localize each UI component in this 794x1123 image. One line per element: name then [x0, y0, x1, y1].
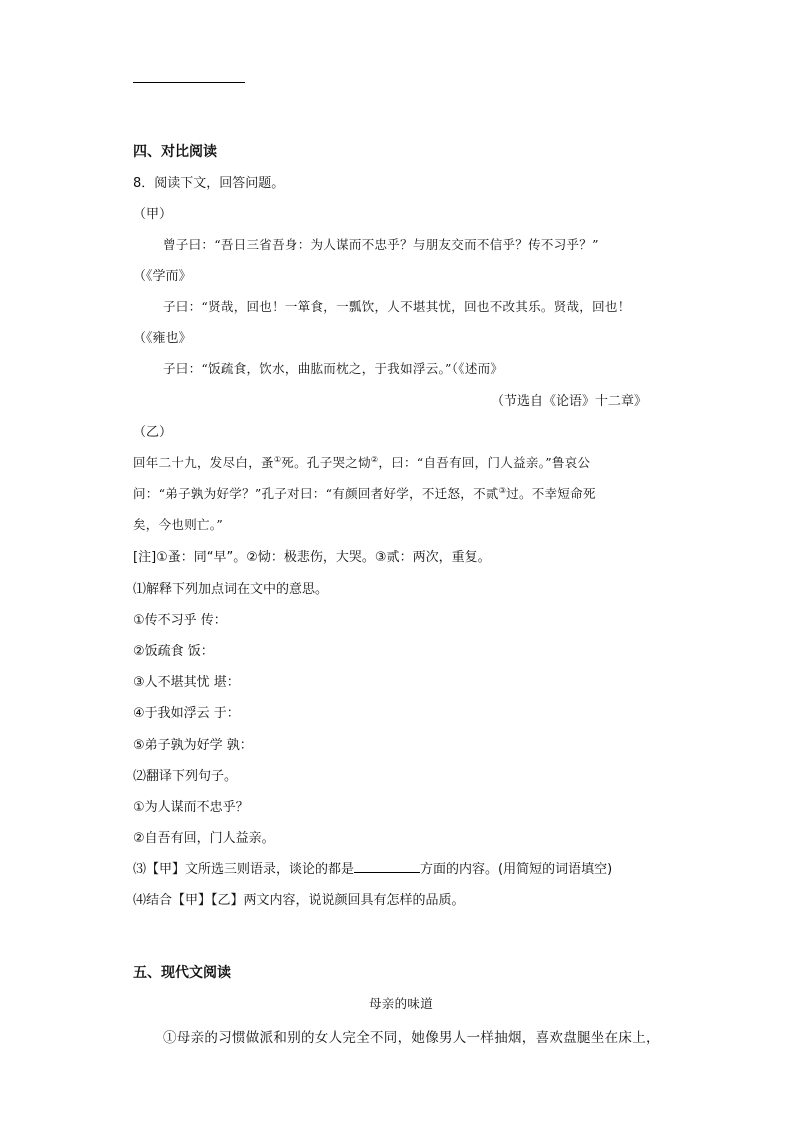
quote-xueer: 曾子曰：“吾日三省吾身：为人谋而不忠乎？与朋友交而不信乎？传不习乎？” [163, 237, 599, 252]
q1-item: ②饭疏食 饭： [133, 644, 214, 659]
yi-line-1: 回年二十九，发尽白，蚤①死。孔子哭之恸②，曰：“自吾有回，门人益亲。”鲁哀公 [133, 454, 591, 470]
quote-shuer: 子曰：“饭疏食，饮水，曲肱而枕之，于我如浮云。”（《述而》 [163, 361, 504, 376]
notes: [注]①蚤：同“早”。②恸：极悲伤，大哭。③贰：两次，重复。 [133, 550, 491, 565]
answer-line [133, 82, 245, 83]
article-title: 母亲的味道 [369, 996, 434, 1011]
quote-xueer-source: （《学而》 [133, 269, 192, 284]
quote-yongye: 子曰：“贤哉，回也！一箪食，一瓢饮，人不堪其忧，回也不改其乐。贤哉，回也！ [163, 299, 631, 314]
q1-item: ③人不堪其忧 堪： [133, 675, 240, 690]
jia-label: （甲） [133, 207, 173, 222]
q1-item: ④于我如浮云 于： [133, 706, 240, 721]
q2-item: ①为人谋而不忠乎？ [133, 800, 249, 815]
section5-title: 五、现代文阅读 [133, 965, 231, 981]
q2-item: ②自吾有回，门人益亲。 [133, 831, 275, 846]
q1-item: ⑤弟子孰为好学 孰： [133, 738, 253, 753]
quote-yongye-source: （《雍也》 [133, 331, 192, 346]
yi-line-3: 矣，今也则亡。” [133, 517, 224, 532]
yi-line-2: 问：“弟子孰为好学？”孔子对曰：“有颜回者好学，不迁怒，不贰③过。不幸短命死 [133, 485, 596, 501]
yi-label: （乙） [133, 425, 173, 440]
q4: ⑷结合【甲】【乙】两文内容，说说颜回具有怎样的品质。 [133, 893, 465, 908]
question-8: 8．阅读下文，回答问题。 [133, 176, 285, 191]
q1-item: ①传不习乎 传： [133, 613, 227, 628]
fill-in-blank[interactable] [354, 861, 420, 873]
q2-title: ⑵翻译下列句子。 [133, 769, 238, 784]
q3: ⑶【甲】文所选三则语录，谈论的都是 方面的内容。(用简短的词语填空) [133, 862, 613, 877]
excerpt-source: （节选自《论语》十二章》 [491, 394, 648, 409]
section4-title: 四、对比阅读 [133, 144, 217, 160]
article-paragraph-1: ①母亲的习惯做派和别的女人完全不同，她像男人一样抽烟，喜欢盘腿坐在床上， [163, 1030, 660, 1046]
q1-title: ⑴解释下列加点词在文中的意思。 [133, 582, 329, 597]
